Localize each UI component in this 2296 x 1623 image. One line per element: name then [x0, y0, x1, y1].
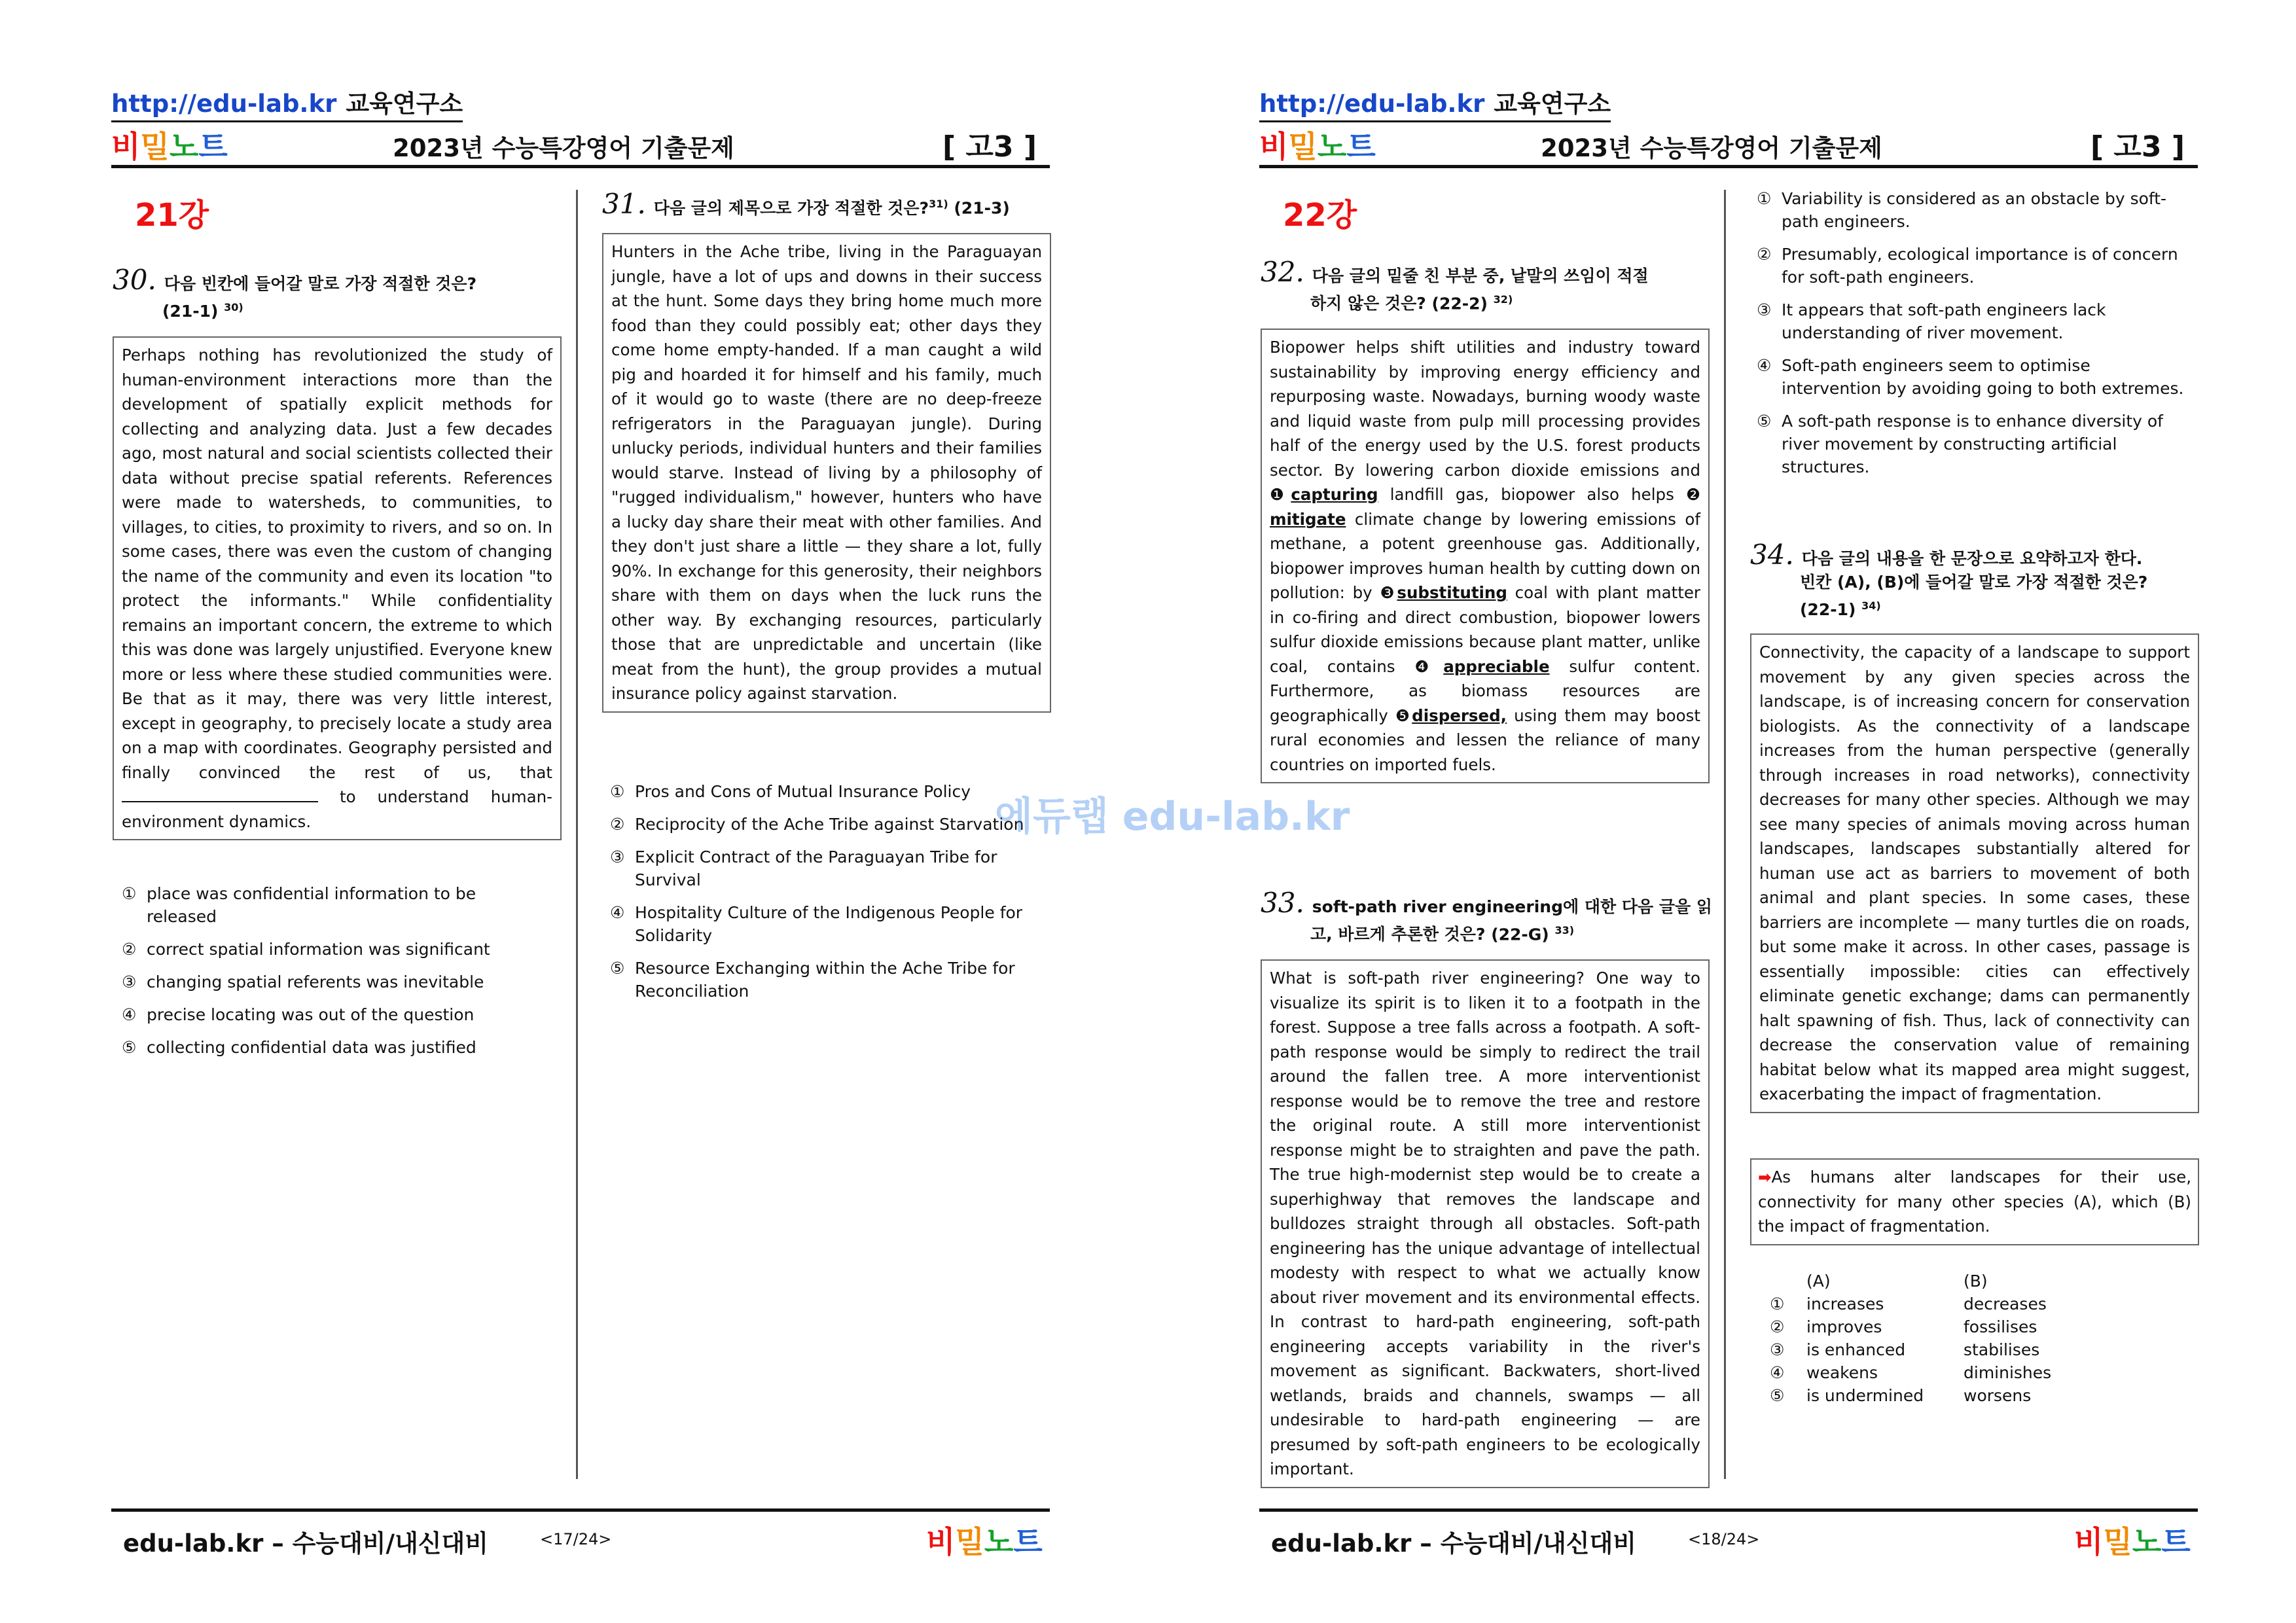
answer-row[interactable] [1770, 1315, 2121, 1338]
column-a-header: (A) [1806, 1272, 1831, 1291]
question-31-header [602, 188, 1060, 221]
choice-b: stabilises [1964, 1340, 2040, 1359]
question-number: 33. [1261, 887, 1304, 919]
brand-char: 밀 [2103, 1524, 2132, 1560]
choice-text: correct spatial information was significant [147, 940, 490, 959]
brand-char: 밀 [955, 1524, 984, 1560]
choice-item[interactable] [122, 1036, 541, 1059]
question-34-passage [1750, 633, 2199, 1113]
footnote-ref: 32) [1493, 293, 1513, 306]
choice-item[interactable] [1757, 243, 2189, 289]
choice-item[interactable] [610, 846, 1039, 891]
passage-text: sulfur content. Furthermore, as biomass resources are geographically [1270, 656, 1701, 725]
brand-logo [1259, 123, 1376, 166]
mark-3: ❸ [1380, 583, 1397, 602]
footer-divider [1259, 1508, 2198, 1512]
question-prompt: 다음 글의 밑줄 친 부분 중, 낱말의 쓰임이 적절 [1312, 266, 1649, 285]
site-label: 교육연구소 [346, 90, 463, 118]
passage-text: Perhaps nothing has revolutionized the study of human-environment interactions more than the development of spatially explicit methods for collecting and analyzing data. Just a few decades ago, most natural and social scientists collected their data without precise spatial referents. References were made to watersheds, to communities, to villages, to cities, to proximity to rivers, and so on. In some cases, there was even the custom of changing the name of the community and even its location "to protect the informants." While confidentiality remains an important concern, the extreme to which this was done was largely unjustified. Everyone knew more or less where these studied communities were. Be that as it may, there was very little interest, except in geography, to precisely locate a study area on a map with coordinates. Geography persisted and finally convinced the rest of us, that [122, 346, 552, 782]
choice-number: ⑤ [1770, 1386, 1785, 1405]
question-30-choices [122, 882, 541, 1069]
choice-text: changing spatial referents was inevitable [147, 972, 484, 991]
choice-number: ⑤ [610, 959, 625, 978]
choice-number: ④ [122, 1005, 137, 1024]
answer-row[interactable] [1770, 1338, 2121, 1361]
choice-text: Hospitality Culture of the Indigenous People for Solidarity [635, 903, 1023, 945]
choice-item[interactable] [122, 1003, 541, 1026]
underlined-word-2: mitigate [1270, 509, 1346, 529]
page-title: 2023년 수능특강영어 기출문제 [393, 134, 734, 162]
question-number: 31. [602, 188, 646, 221]
answer-row[interactable] [1770, 1293, 2121, 1315]
question-prompt: 다음 글의 제목으로 가장 적절한 것은? [653, 198, 929, 218]
brand-char: 트 [1346, 129, 1376, 164]
footer-text: edu-lab.kr – 수능대비/내신대비 [123, 1529, 489, 1558]
column-divider [1724, 190, 1726, 1479]
brand-char: 노 [1317, 129, 1347, 164]
underlined-word-5: dispersed, [1412, 705, 1507, 725]
choice-text: collecting confidential data was justified [147, 1038, 476, 1057]
answer-row[interactable] [1770, 1361, 2121, 1384]
question-code: (21-1) [162, 302, 219, 321]
lesson-label: 21강 [135, 197, 209, 234]
page-number: <17/24> [540, 1530, 612, 1548]
brand-char: 노 [2132, 1524, 2162, 1560]
choice-text: Soft-path engineers seem to optimise intervention by avoiding going to both extremes. [1782, 356, 2184, 398]
underlined-word-3: substituting [1397, 583, 1507, 602]
choice-item[interactable] [1757, 354, 2189, 400]
brand-char: 밀 [1288, 129, 1318, 164]
brand-char: 밀 [140, 129, 170, 164]
choice-number: ⑤ [122, 1038, 137, 1057]
lesson-label: 22강 [1283, 197, 1357, 234]
footer-text: edu-lab.kr – 수능대비/내신대비 [1271, 1529, 1637, 1558]
mark-2: ❷ [1686, 485, 1700, 504]
grade-label: [ 고3 ] [2090, 130, 2185, 164]
brand-char: 비 [2074, 1524, 2104, 1560]
choice-b: diminishes [1964, 1363, 2052, 1382]
answer-table [1770, 1270, 2121, 1407]
passage-text: landfill gas, biopower also helps [1390, 485, 1674, 504]
choice-item[interactable] [1757, 410, 2189, 478]
page-title: 2023년 수능특강영어 기출문제 [1541, 134, 1882, 162]
mark-4: ❹ [1414, 656, 1444, 676]
question-31-choices [610, 780, 1039, 1012]
header-divider [111, 165, 1050, 168]
choice-text: Reciprocity of the Ache Tribe against Starvation [635, 815, 1024, 834]
passage-text: climate change by lowering emissions of methane, a potent greenhouse gas. Additionally, biopower improves human health by cutting down on pollution: by [1270, 509, 1700, 602]
question-prompt: 에 대한 다음 글을 읽 [1562, 897, 1712, 916]
choice-text: Variability is considered as an obstacle by soft-path engineers. [1782, 189, 2167, 231]
question-33-choices [1757, 187, 2189, 488]
mark-1: ❶ [1270, 485, 1291, 504]
footer-divider [111, 1508, 1050, 1512]
choice-number: ④ [1770, 1363, 1785, 1382]
question-prompt-cont: 고, 바르게 추론한 것은? [1310, 925, 1486, 944]
choice-b: fossilises [1964, 1317, 2037, 1336]
choice-item[interactable] [122, 971, 541, 993]
choice-item[interactable] [1757, 187, 2189, 233]
passage-text: Connectivity, the capacity of a landscape to support movement by any given species across the landscape, is of increasing concern for conservation biologists. As the connectivity of a landscape increases from the human perspective (generally through increases in road networks), connectivity decreases for many other species. Although we may see many species of animals moving across human landscapes, landscapes substantially altered for human use act as barriers to movement of both animal and plant species. In some cases, these barriers are incomplete — many turtles die on roads, but some make it across. In other cases, passage is essentially impossible: cities can effectively eliminate genetic exchange; dams can permanently halt spawning of fish. Thus, lack of connectivity can decrease the conservation value of remaining habitat below what its mapped area might suggest, exacerbating the impact of fragmentation. [1759, 643, 2190, 1103]
site-label: 교육연구소 [1494, 90, 1611, 118]
question-33-header [1261, 887, 1712, 946]
footer-brand-logo [2074, 1518, 2191, 1561]
underlined-word-4: appreciable [1443, 656, 1550, 676]
footer-brand-logo [926, 1518, 1043, 1561]
passage-text: coal with plant matter in co-firing and direct combustion, biopower lowers sulfur dioxide emissions because plant matter, unlike coal, contains [1270, 583, 1700, 676]
column-divider [576, 190, 578, 1479]
choice-number: ① [1757, 189, 1772, 208]
question-number: 32. [1261, 256, 1304, 288]
choice-text: Pros and Cons of Mutual Insurance Policy [635, 782, 971, 801]
choice-b: worsens [1964, 1386, 2032, 1405]
summary-text: As humans alter landscapes for their use, connectivity for many other species (A), which (B) the impact of fragmentation. [1758, 1168, 2191, 1236]
site-url[interactable]: http://edu-lab.kr [1259, 90, 1485, 118]
question-topic: soft-path river engineering [1312, 897, 1563, 916]
brand-char: 노 [169, 129, 199, 164]
choice-a: is enhanced [1806, 1340, 1906, 1359]
question-number: 34. [1750, 539, 1794, 571]
choice-number: ② [1757, 245, 1772, 264]
choice-number: ② [1770, 1317, 1785, 1336]
mark-5: ❺ [1395, 705, 1412, 725]
passage-text: to understand human-environment dynamics. [122, 787, 552, 831]
brand-char: 비 [1259, 129, 1289, 164]
question-prompt: 다음 빈칸에 들어갈 말로 가장 적절한 것은? [164, 274, 477, 293]
choice-number: ② [610, 815, 625, 834]
summary-box [1750, 1158, 2199, 1245]
choice-number: ① [122, 884, 137, 903]
choice-number: ⑤ [1757, 412, 1772, 431]
choice-text: A soft-path response is to enhance diversity of river movement by constructing artificial structures. [1782, 412, 2163, 476]
choice-a: weakens [1806, 1363, 1878, 1382]
passage-text: What is soft-path river engineering? One way to visualize its spirit is to liken it to a footpath in the forest. Suppose a tree falls across a footpath. A soft-path response would be simply to redirect the trail around the fallen tree. A more interventionist response would be to remove the tree and restore the original route. A still more interventionist response might be to straighten and pave the path. The true high-modernist step would be to create a superhighway that removes the landscape and bulldozes straight through all obstacles. Soft-path engineering has the unique advantage of intellectual modesty with respect to what we actually know about river movement and its environmental effects. In contrast to hard-path engineering, soft-path engineering accepts variability in the river's movement as significant. Backwaters, short-lived wetlands, braids and channels, swamps — all undesirable to hard-path engineering — are presumed by soft-path engineers to be ecologically important. [1270, 969, 1700, 1478]
choice-item[interactable] [122, 938, 541, 961]
passage-text: Hunters in the Ache tribe, living in the Paraguayan jungle, have a lot of ups and downs in their success at the hunt. Some days they bring home much more food than they could possibly eat; other days they come home empty-handed. If a man caught a wild pig and hoarded it for himself and his family, much of it would go to waste (there are no deep-freeze refrigerators in the Paraguayan jungle). During unlucky periods, individual hunters and their families would starve. Instead of living by a philosophy of "rugged individualism," however, hunters who have a lucky day share their meat with other families. And they don't just share a little — they share a lot, fully 90%. In exchange for this generosity, their neighbors share with them on days when the luck runs the other way. By exchanging resources, particularly those that are unpredictable and uncertain (like meat from the hunt), the group provides a mutual insurance policy against starvation. [611, 242, 1042, 703]
choice-number: ③ [1770, 1340, 1785, 1359]
brand-char: 트 [1013, 1524, 1043, 1560]
passage-text: Biopower helps shift utilities and industry toward sustainability by improving energy efficiency and repurposing waste. Nowadays, burning woody waste and liquid waste from pulp mill processing provides half of the energy used by the U.S. forest products sector. By lowering carbon dioxide emissions and [1270, 338, 1700, 480]
question-32-header [1261, 256, 1712, 315]
brand-logo [111, 123, 228, 166]
question-prompt-cont: 하지 않은 것은? [1310, 294, 1426, 313]
brand-char: 트 [2161, 1524, 2191, 1560]
site-url[interactable]: http://edu-lab.kr [111, 90, 337, 118]
question-34-header [1750, 539, 2208, 622]
brand-char: 비 [111, 129, 141, 164]
footnote-ref: 34) [1861, 599, 1881, 612]
choice-text: precise locating was out of the question [147, 1005, 475, 1024]
choice-number: ④ [1757, 356, 1772, 375]
arrow-icon: ➡ [1758, 1168, 1772, 1186]
site-link[interactable] [111, 84, 463, 122]
choice-item[interactable] [610, 957, 1039, 1003]
answer-blank [122, 785, 318, 802]
question-code: (21-3) [954, 198, 1010, 218]
answer-table-header [1770, 1270, 2121, 1293]
brand-char: 노 [984, 1524, 1014, 1560]
brand-char: 트 [198, 129, 228, 164]
choice-text: It appears that soft-path engineers lack understanding of river movement. [1782, 300, 2106, 342]
footnote-ref: 31) [929, 198, 948, 210]
footnote-ref: 33) [1554, 924, 1575, 936]
choice-a: improves [1806, 1317, 1882, 1336]
choice-text: place was confidential information to be released [147, 884, 476, 926]
watermark: 에듀랩 edu-lab.kr [995, 794, 1350, 840]
site-link[interactable] [1259, 84, 1611, 122]
choice-number: ① [1770, 1294, 1785, 1313]
choice-number: ③ [1757, 300, 1772, 319]
footnote-ref: 30) [224, 301, 243, 313]
question-31-passage [602, 233, 1051, 713]
header-divider [1259, 165, 2198, 168]
choice-item[interactable] [610, 813, 1039, 836]
choice-a: increases [1806, 1294, 1884, 1313]
choice-number: ③ [122, 972, 137, 991]
underlined-word-1: capturing [1291, 485, 1378, 504]
question-number: 30. [113, 264, 156, 296]
choice-text: Explicit Contract of the Paraguayan Tribe for Survival [635, 847, 997, 889]
choice-text: Presumably, ecological importance is of concern for soft-path engineers. [1782, 245, 2178, 287]
question-prompt: 다음 글의 내용을 한 문장으로 요약하고자 한다. [1801, 549, 2143, 568]
choice-item[interactable] [610, 780, 1039, 803]
choice-a: is undermined [1806, 1386, 1924, 1405]
column-b-header: (B) [1964, 1272, 1988, 1291]
page-number: <18/24> [1688, 1530, 1760, 1548]
choice-number: ③ [610, 847, 625, 866]
answer-row[interactable] [1770, 1384, 2121, 1407]
choice-item[interactable] [610, 901, 1039, 947]
choice-text: Resource Exchanging within the Ache Tribe for Reconciliation [635, 959, 1015, 1001]
question-code: (22-1) [1800, 600, 1856, 620]
passage-text: using them may boost rural economies and lessen the reliance of many countries on imported fuels. [1270, 705, 1700, 774]
choice-b: decreases [1964, 1294, 2047, 1313]
question-30-passage [113, 336, 562, 840]
choice-item[interactable] [1757, 298, 2189, 344]
question-30-header [113, 264, 558, 323]
choice-number: ④ [610, 903, 625, 922]
choice-item[interactable] [122, 882, 541, 928]
choice-number: ① [610, 782, 625, 801]
question-32-passage [1261, 329, 1710, 783]
question-code: (22-G) [1491, 925, 1549, 944]
choice-number: ② [122, 940, 137, 959]
question-33-passage [1261, 959, 1710, 1488]
grade-label: [ 고3 ] [942, 130, 1037, 164]
question-code: (22-2) [1431, 294, 1488, 313]
question-prompt-cont: 빈칸 (A), (B)에 들어갈 말로 가장 적절한 것은? [1800, 573, 2148, 592]
brand-char: 비 [926, 1524, 956, 1560]
